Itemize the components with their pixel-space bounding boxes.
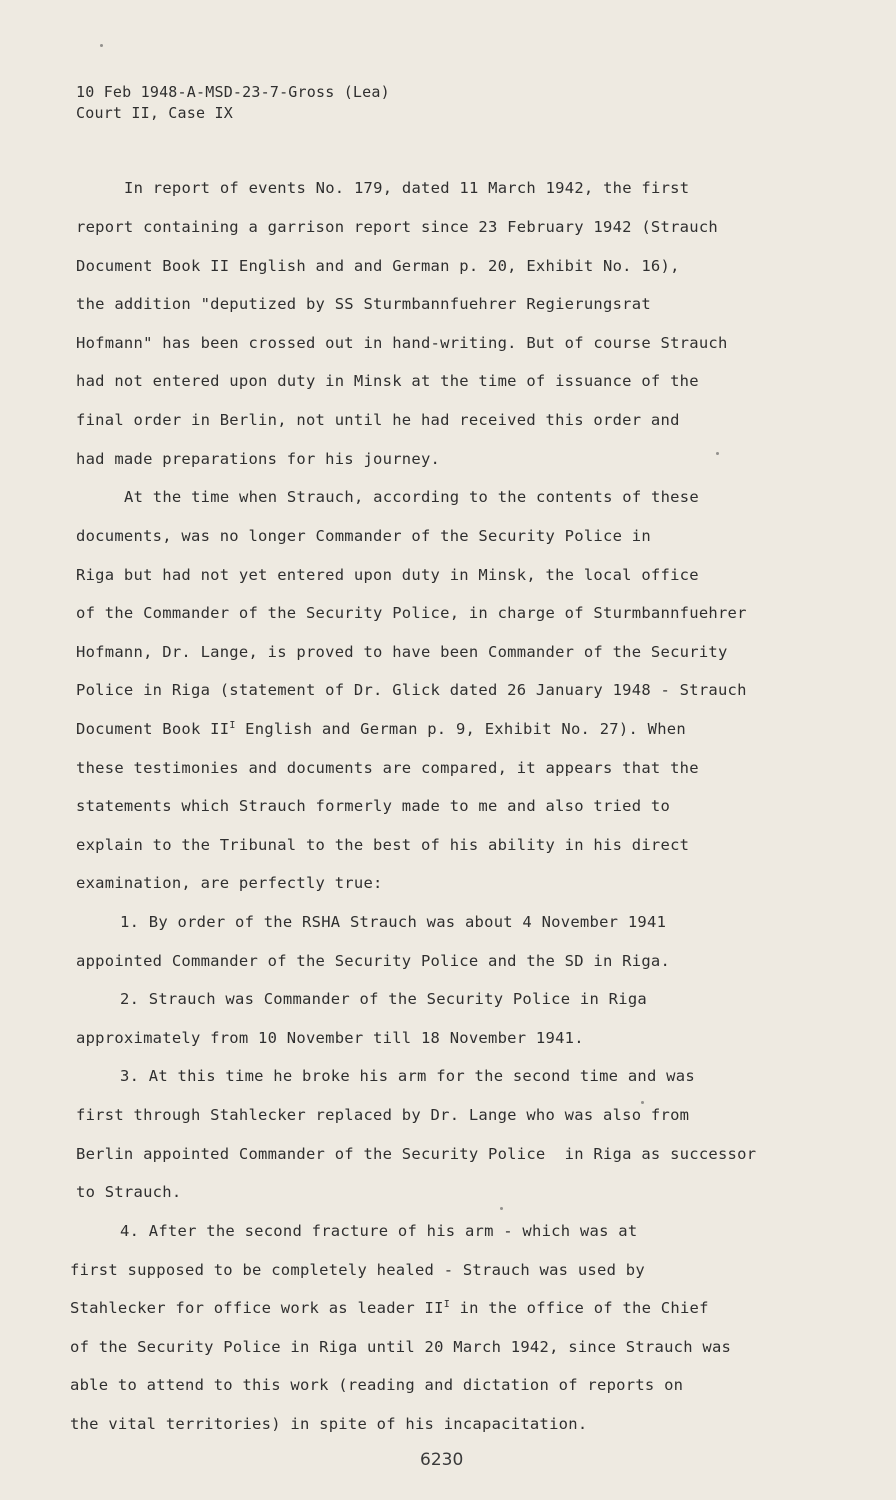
text-line: the vital territories) in spite of his incapacitation. [70,1415,588,1433]
text-line [76,719,686,739]
header-line-1: 10 Feb 1948-A-MSD-23-7-Gross (Lea) [76,83,390,101]
text-line: Document Book II English and and German p. 20, Exhibit No. 16), [76,257,680,275]
text-line: statements which Strauch formerly made to me and also tried to [76,797,671,815]
text-line: approximately from 10 November till 18 November 1941. [76,1029,584,1047]
text-line: Hofmann" has been crossed out in hand-writing. But of course Strauch [76,334,728,352]
text-line: 3. At this time he broke his arm for the second time and was [120,1067,695,1085]
text-line: of the Commander of the Security Police, in charge of Sturmbannfuehrer [76,604,747,622]
text-line: report containing a garrison report since 23 February 1942 (Strauch [76,218,718,236]
text-line: 2. Strauch was Commander of the Security Police in Riga [120,990,647,1008]
text-line: able to attend to this work (reading and dictation of reports on [70,1376,684,1394]
text-line: the addition "deputized by SS Sturmbannfuehrer Regierungsrat [76,295,651,313]
text-segment: in the office of the Chief [449,1299,709,1317]
text-line: had made preparations for his journey. [76,450,441,468]
text-line: explain to the Tribunal to the best of his ability in his direct [76,836,690,854]
text-line: At the time when Strauch, according to the contents of these [124,488,699,506]
paper-speck [100,44,103,47]
text-line: to Strauch. [76,1183,182,1201]
text-line [70,1298,709,1318]
text-segment: Stahlecker for office work as leader II [70,1299,444,1317]
page-number: 6230 [420,1450,464,1470]
paper-speck [500,1207,503,1210]
text-line: appointed Commander of the Security Police and the SD in Riga. [76,952,671,970]
text-line: had not entered upon duty in Minsk at the time of issuance of the [76,372,699,390]
text-line: first supposed to be completely healed - Strauch was used by [70,1261,645,1279]
text-line: documents, was no longer Commander of the Security Police in [76,527,651,545]
text-line: Riga but had not yet entered upon duty in Minsk, the local office [76,566,699,584]
header-line-2: Court II, Case IX [76,104,233,122]
text-line: Police in Riga (statement of Dr. Glick dated 26 January 1948 - Strauch [76,681,747,699]
paper-speck [641,1101,644,1104]
text-line: Hofmann, Dr. Lange, is proved to have been Commander of the Security [76,643,728,661]
text-segment: English and German p. 9, Exhibit No. 27). When [235,720,686,738]
text-segment: Document Book II [76,720,230,738]
text-line: 4. After the second fracture of his arm - which was at [120,1222,638,1240]
superscript: I [229,720,236,731]
text-line: these testimonies and documents are compared, it appears that the [76,759,699,777]
text-line: first through Stahlecker replaced by Dr. Lange who was also from [76,1106,690,1124]
text-line: 1. By order of the RSHA Strauch was about 4 November 1941 [120,913,667,931]
text-line: of the Security Police in Riga until 20 March 1942, since Strauch was [70,1338,732,1356]
text-line: Berlin appointed Commander of the Security Police in Riga as successor [76,1145,757,1163]
text-line: examination, are perfectly true: [76,874,383,892]
text-line: In report of events No. 179, dated 11 March 1942, the first [124,179,690,197]
text-line: final order in Berlin, not until he had received this order and [76,411,680,429]
superscript: I [443,1299,450,1310]
paper-speck [716,452,719,455]
